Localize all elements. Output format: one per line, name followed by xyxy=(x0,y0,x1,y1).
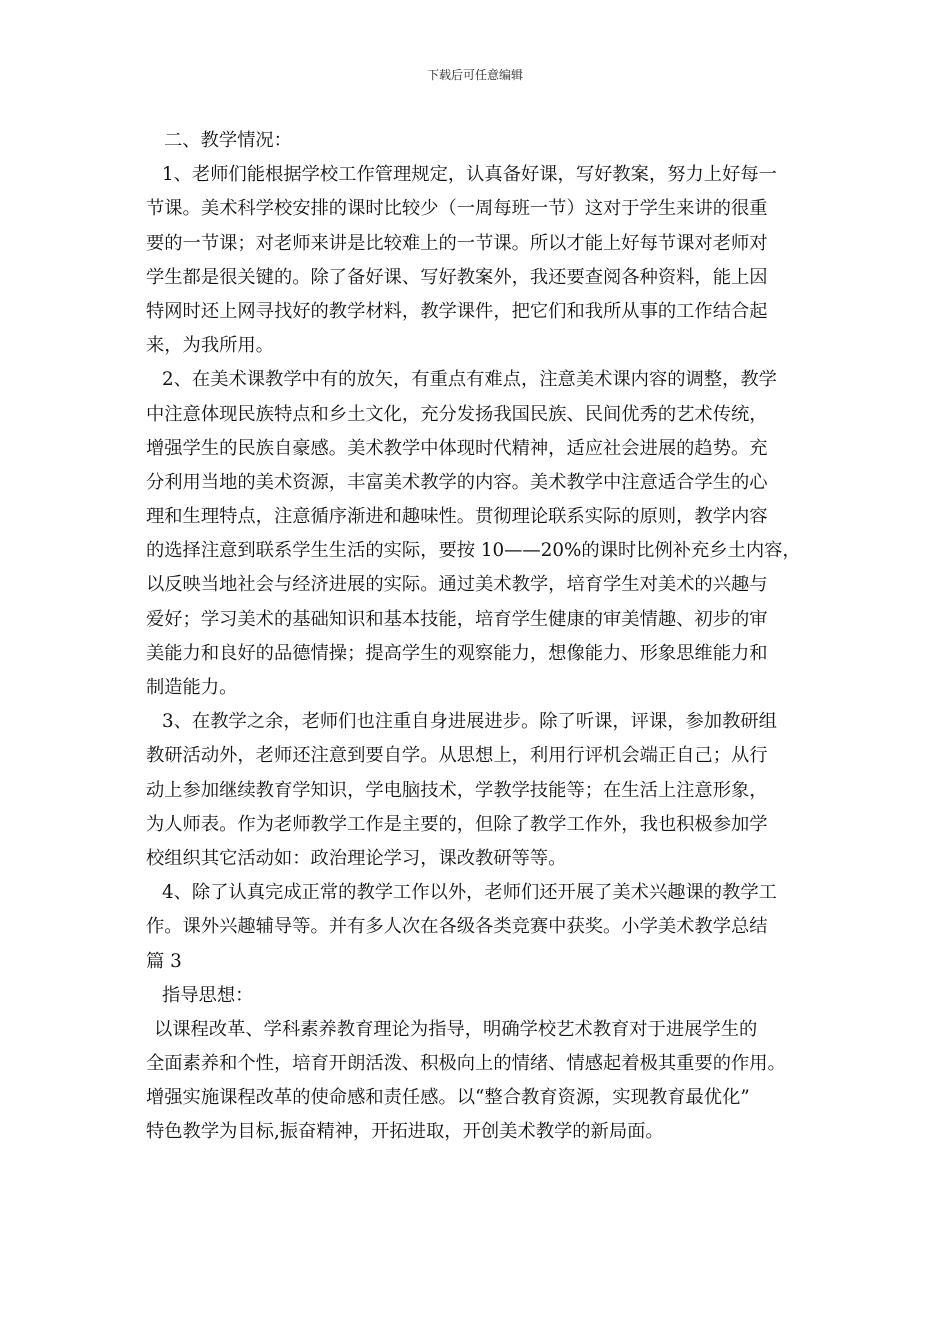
section-heading: 指导思想： xyxy=(162,984,254,1006)
paragraph-line: 制造能力。 xyxy=(146,677,238,698)
document-body xyxy=(146,124,811,1150)
paragraph-line: 节课。美术科学校安排的课时比较少（一周每班一节）这对于学生来讲的很重 xyxy=(146,198,768,220)
paragraph-line: 篇 3 xyxy=(146,950,182,972)
paragraph-line: 为人师表。作为老师教学工作是主要的，但除了教学工作外，我也积极参加学 xyxy=(146,813,768,835)
paragraph-line: 2、在美术课教学中有的放矢，有重点有难点，注意美术课内容的调整，教学 xyxy=(162,369,777,391)
paragraph-line: 中注意体现民族特点和乡土文化，充分发扬我国民族、民间优秀的艺术传统， xyxy=(146,403,768,425)
paragraph-line: 特色教学为目标,振奋精神，开拓进取，开创美术教学的新局面。 xyxy=(146,1121,664,1143)
header-note: 下载后可任意编辑 xyxy=(426,68,523,82)
paragraph-line: 以反映当地社会与经济进展的实际。通过美术教学，培育学生对美术的兴趣与 xyxy=(146,574,768,596)
paragraph-line: 来，为我所用。 xyxy=(146,335,274,357)
paragraph-line: 增强学生的民族自豪感。美术教学中体现时代精神，适应社会进展的趋势。充 xyxy=(146,437,768,459)
paragraph-line: 4、除了认真完成正常的教学工作以外，老师们还开展了美术兴趣课的教学工 xyxy=(162,882,777,904)
section-heading: 二、教学情况： xyxy=(164,130,292,151)
paragraph-line: 动上参加继续教育学知识，学电脑技术，学教学技能等；在生活上注意形象， xyxy=(146,779,768,801)
paragraph-line: 以课程改革、学科素养教育理论为指导，明确学校艺术教育对于进展学生的 xyxy=(154,1018,758,1040)
paragraph-line: 1、老师们能根据学校工作管理规定，认真备好课，写好教案，努力上好每一 xyxy=(162,164,777,186)
paragraph-line: 美能力和良好的品德情操；提高学生的观察能力，想像能力、形象思维能力和 xyxy=(146,642,768,664)
paragraph-line: 学生都是很关键的。除了备好课、写好教案外，我还要查阅各种资料，能上因 xyxy=(146,266,768,288)
paragraph-line: 爱好；学习美术的基础知识和基本技能，培育学生健康的审美情趣、初步的审 xyxy=(146,608,768,630)
paragraph-line: 全面素养和个性，培育开朗活泼、积极向上的情绪、情感起着极其重要的作用。 xyxy=(146,1053,786,1075)
paragraph-line: 作。课外兴趣辅导等。并有多人次在各级各类竞赛中获奖。小学美术教学总结 xyxy=(146,916,768,938)
paragraph-line: 理和生理特点，注意循序渐进和趣味性。贯彻理论联系实际的原则，教学内容 xyxy=(146,506,768,528)
paragraph-line: 教研活动外，老师还注意到要自学。从思想上，利用行评机会端正自己；从行 xyxy=(146,745,768,767)
paragraph-line: 校组织其它活动如：政治理论学习，课改教研等等。 xyxy=(146,847,567,869)
paragraph-line: 的选择注意到联系学生生活的实际，要按 10——20%的课时比例补充乡土内容， xyxy=(146,540,801,562)
paragraph-line: 3、在教学之余，老师们也注重自身进展进步。除了听课，评课，参加教研组 xyxy=(162,711,777,733)
paragraph-line: 增强实施课程改革的使命感和责任感。以“整合教育资源，实现教育最优化” xyxy=(146,1087,750,1109)
paragraph-line: 分利用当地的美术资源，丰富美术教学的内容。美术教学中注意适合学生的心 xyxy=(146,471,768,493)
paragraph-line: 要的一节课；对老师来讲是比较难上的一节课。所以才能上好每节课对老师对 xyxy=(146,232,768,254)
paragraph-line: 特网时还上网寻找好的教学材料，教学课件，把它们和我所从事的工作结合起 xyxy=(146,300,768,322)
